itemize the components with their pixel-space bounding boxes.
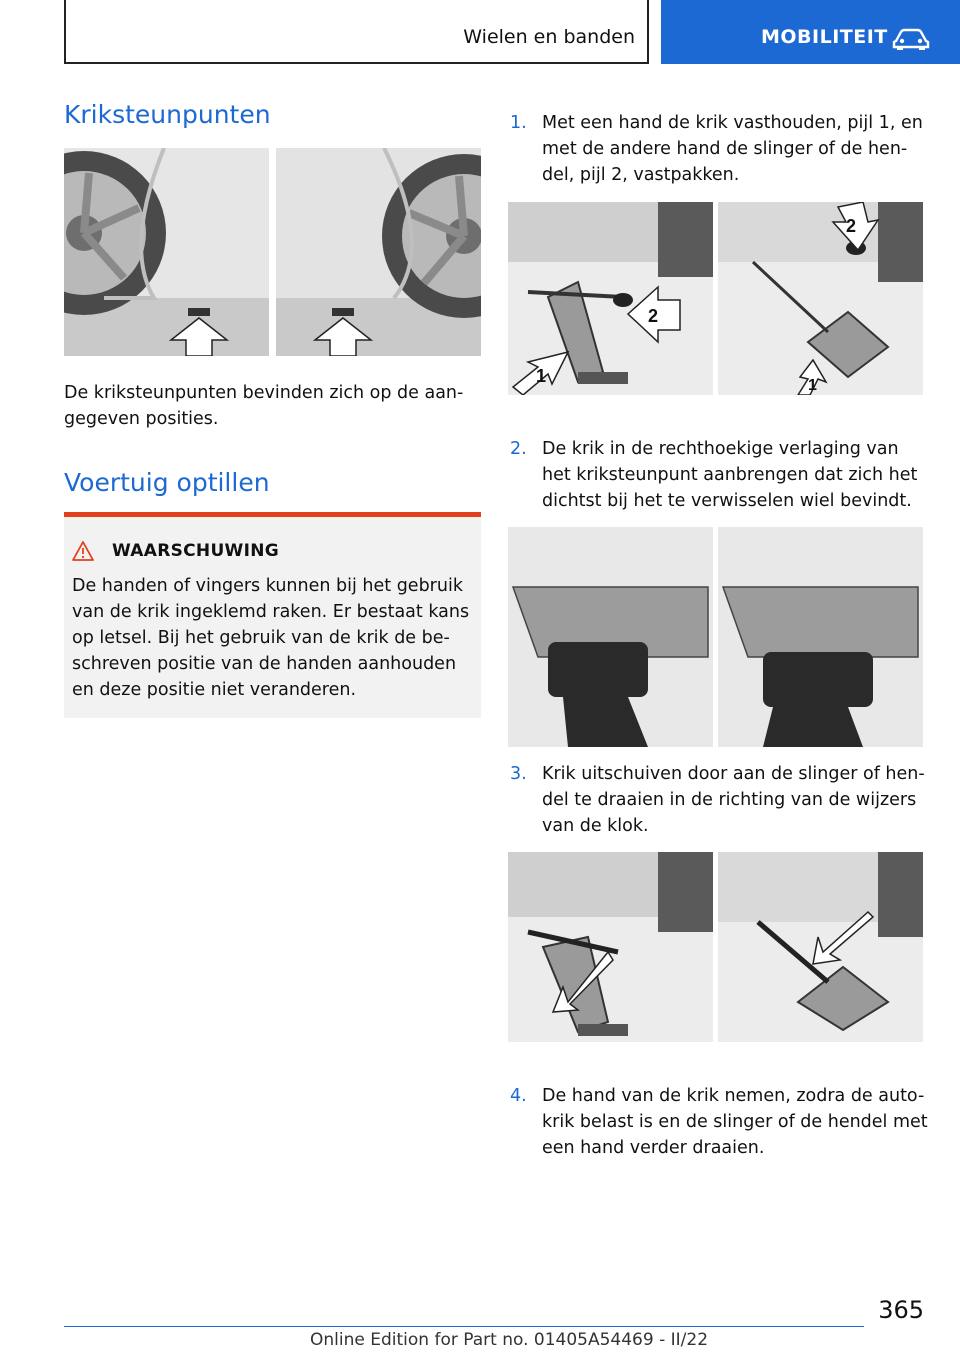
arrow-label-2: 2 bbox=[648, 306, 659, 326]
footer-divider bbox=[64, 1326, 864, 1327]
figure-jack-placement bbox=[508, 527, 923, 747]
step-number: 3. bbox=[510, 764, 527, 784]
step-number: 2. bbox=[510, 439, 527, 459]
jacking-points-figure bbox=[64, 148, 481, 356]
step-1 bbox=[510, 110, 930, 188]
footer-edition: Online Edition for Part no. 01405A54469 - II/22 bbox=[310, 1330, 709, 1350]
warning-box bbox=[64, 512, 481, 718]
step-text: De krik in de rechthoekige verlaging van het kriksteunpunt aanbrengen dat zich het dichtst bij het te verwisselen wiel bevindt. bbox=[542, 439, 918, 511]
chapter-title: MOBILITEIT bbox=[761, 26, 888, 48]
arrow-label-1: 1 bbox=[808, 377, 817, 394]
step-number: 1. bbox=[510, 113, 527, 133]
arrow-label-2: 2 bbox=[846, 216, 857, 236]
step-2 bbox=[510, 436, 930, 514]
arrow-label-1: 1 bbox=[536, 366, 547, 386]
jacking-points-text: De kriksteunpunten bevinden zich op de aan-gegeven posities. bbox=[64, 383, 464, 429]
page-number: 365 bbox=[878, 1296, 924, 1324]
section-title: Wielen en banden bbox=[463, 26, 635, 48]
step-text: Krik uitschuiven door aan de slinger of hen-del te draaien in de richting van de wijzers van de klok. bbox=[542, 764, 925, 836]
header-chapter-box bbox=[661, 0, 960, 64]
warning-triangle-icon bbox=[72, 541, 94, 561]
car-icon bbox=[891, 27, 931, 51]
figure-jack-holding bbox=[508, 202, 923, 395]
heading-jacking-points: Kriksteunpunten bbox=[64, 100, 271, 129]
warning-title: WAARSCHUWING bbox=[112, 541, 280, 561]
step-text: Met een hand de krik vasthouden, pijl 1, en met de andere hand de slinger of de hen-del, pijl 2, vastpakken. bbox=[542, 113, 923, 185]
step-4 bbox=[510, 1083, 930, 1161]
step-text: De hand van de krik nemen, zodra de auto-krik belast is en de slinger of de hendel met een hand verder draaien. bbox=[542, 1086, 928, 1158]
step-number: 4. bbox=[510, 1086, 527, 1106]
heading-raise-vehicle: Voertuig optillen bbox=[64, 468, 270, 497]
step-3 bbox=[510, 761, 930, 839]
header-section-box bbox=[64, 0, 649, 64]
warning-text: De handen of vingers kunnen bij het gebruik van de krik ingeklemd raken. Er bestaat kans op letsel. Bij het gebruik van de krik de be-schreven positie van de handen aanhouden en deze positie niet veranderen. bbox=[72, 576, 470, 700]
figure-jack-extending bbox=[508, 852, 923, 1042]
